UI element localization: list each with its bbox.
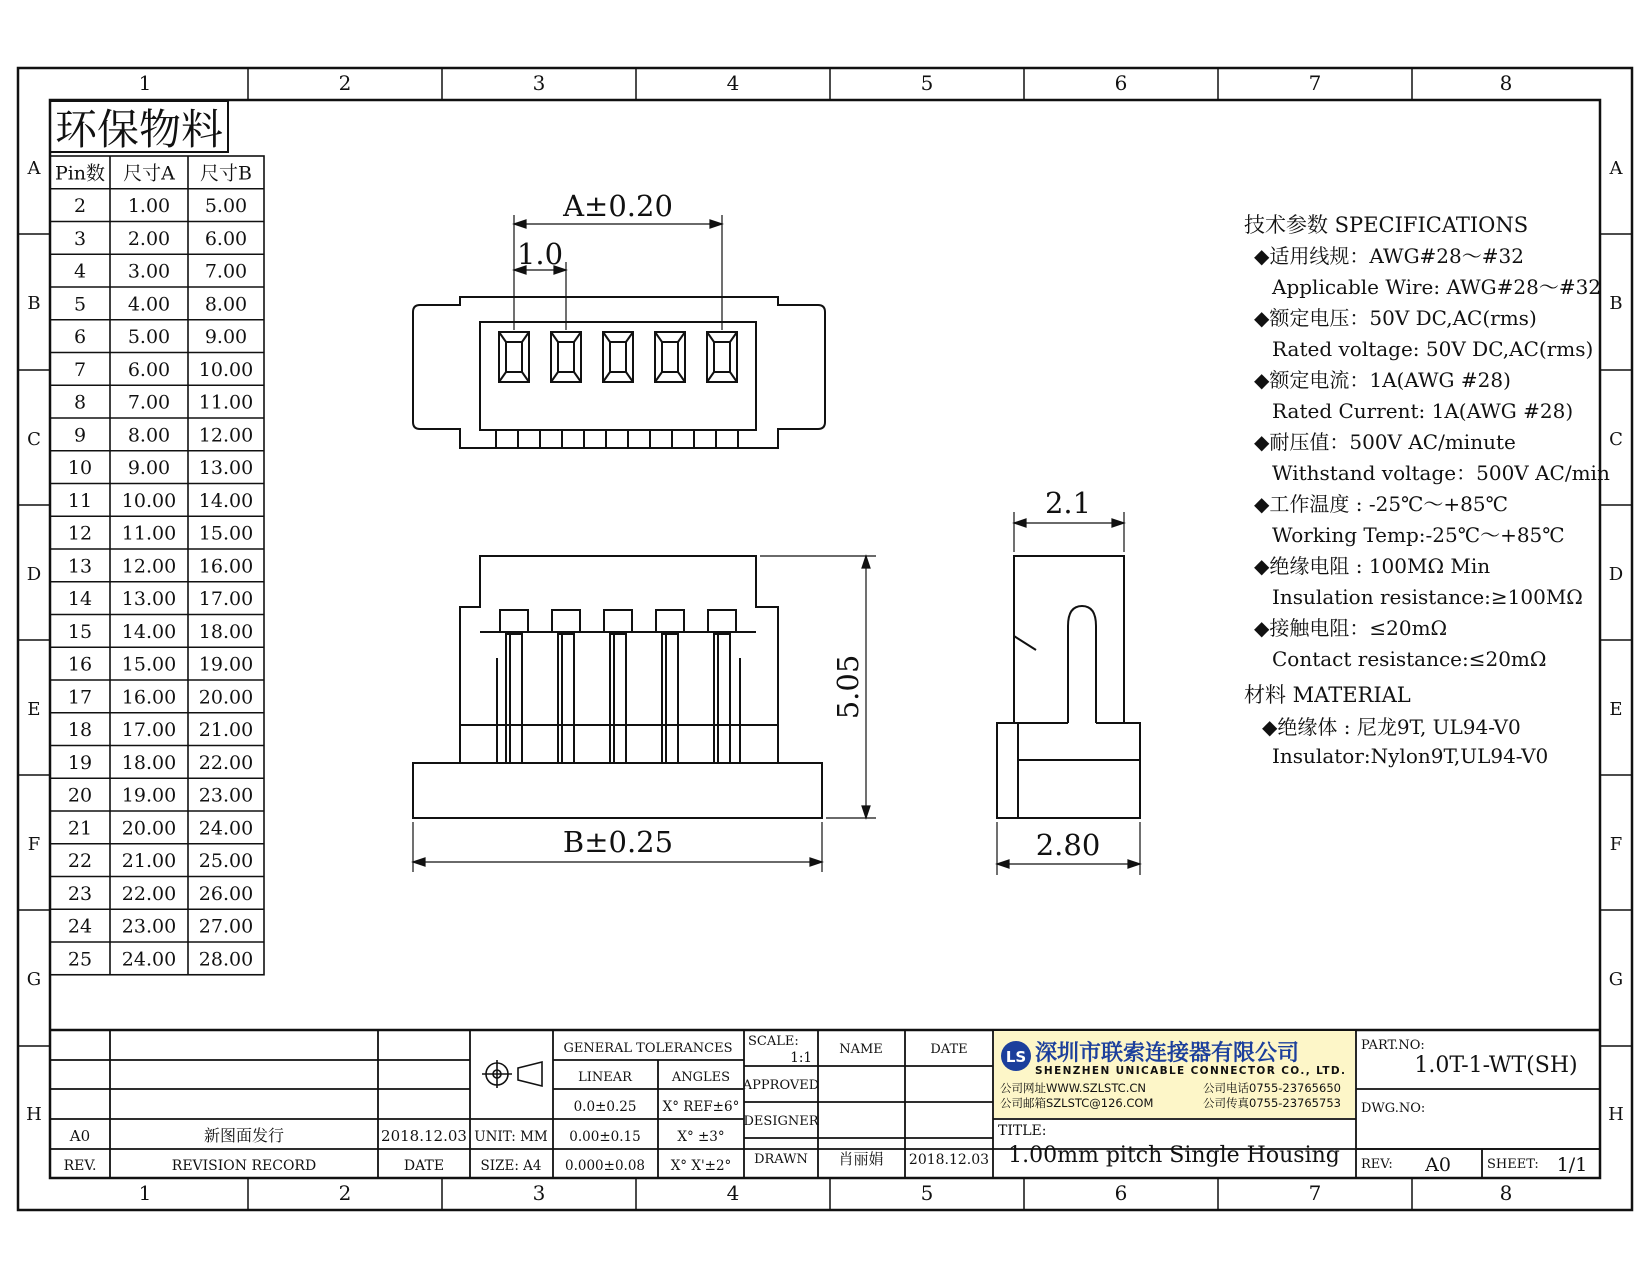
tol-linear-2: 0.00±0.15 [569,1129,641,1145]
table-cell: 12 [67,522,93,545]
projection-symbol-icon [482,1060,542,1088]
frame-row-letter: E [1609,699,1623,720]
table-cell: 8 [73,391,87,414]
side-latch [1068,606,1096,723]
table-cell: 16 [67,653,93,676]
contact-slot-inner [506,342,522,372]
frame-row-letter: H [1608,1104,1624,1125]
dim-side-width-label: 2.80 [1035,828,1101,862]
table-cell: 10.00 [121,489,177,512]
tol-angle-2: X° ±3° [677,1129,725,1145]
spec-line-en: Rated voltage: 50V DC,AC(rms) [1272,337,1594,361]
approved-label: APPROVED [742,1078,820,1093]
designer-label: DESIGNER [743,1114,819,1129]
spec-line-en: Rated Current: 1A(AWG #28) [1272,399,1574,423]
frame-row-letter: F [27,834,41,855]
side-view [997,556,1140,818]
table-cell: 23.00 [121,915,177,938]
table-cell: 15 [67,620,93,643]
frame-col-number: 2 [338,1181,352,1205]
dwg-no-label: DWG.NO: [1361,1101,1426,1116]
tol-angle-3: X° X'±2° [670,1158,732,1174]
dim-pitch-label: 1.0 [516,237,564,271]
frame-col-number: 7 [1308,1181,1322,1205]
table-cell: 7.00 [127,391,171,414]
table-cell: 15.00 [121,653,177,676]
pin-table [50,101,264,975]
table-cell: 14.00 [121,620,177,643]
tol-linear-3: 0.000±0.08 [564,1158,646,1174]
table-cell: 20.00 [121,817,177,840]
revision-date-label: DATE [403,1158,445,1174]
bottom-ribs [496,430,738,448]
dim-height-label: 5.05 [831,654,865,720]
front-view [413,297,825,448]
frame-row-letter: A [27,158,41,179]
drawing-title: 1.00mm pitch Single Housing [1008,1143,1340,1168]
company-fax: 公司传真0755-23765753 [1203,1096,1341,1110]
drawn-label: DRAWN [754,1152,808,1167]
company-logo-text: LS [1005,1048,1027,1066]
table-cell: 14 [67,588,93,611]
material-line-en: Insulator:Nylon9T,UL94-V0 [1272,744,1549,768]
spec-line-cn: ◆耐压值：500V AC/minute [1254,430,1516,454]
frame-row-letter: A [1609,158,1623,179]
table-cell: 19.00 [121,784,177,807]
table-cell: 13.00 [121,588,177,611]
frame-col-number: 6 [1114,1181,1128,1205]
frame-col-number: 1 [138,71,152,95]
table-cell: 7 [73,358,87,381]
table-cell: 19.00 [198,653,254,676]
tol-angle-1: X° REF±6° [662,1099,740,1115]
table-cell: 23 [67,882,93,905]
tol-angles: ANGLES [671,1070,731,1085]
spec-line-cn: ◆适用线规：AWG#28～#32 [1254,244,1524,268]
table-cell: 8.00 [204,293,248,316]
company-name-en: SHENZHEN UNICABLE CONNECTOR CO., LTD. [1035,1065,1345,1077]
table-cell: 18 [67,719,93,742]
housing-cavity [480,322,756,430]
contact-slot-inner [610,342,626,372]
dim-a-label: A±0.20 [563,189,673,223]
frame-col-number: 8 [1499,71,1513,95]
part-no-value: 1.0T-1-WT(SH) [1414,1053,1578,1078]
table-title: 环保物料 [54,105,224,154]
section-contacts [480,610,756,763]
revision-date-value: 2018.12.03 [381,1127,467,1145]
table-cell: 21.00 [198,719,254,742]
rev-value: A0 [1425,1154,1451,1176]
table-cell: 11.00 [198,391,254,414]
unit-label: UNIT: MM [474,1129,548,1145]
table-cell: 8.00 [127,424,171,447]
table-cell: 1.00 [127,195,171,218]
table-cell: 26.00 [198,882,254,905]
table-cell: 22.00 [121,882,177,905]
frame-col-number: 3 [532,1181,546,1205]
table-cell: 22.00 [198,751,254,774]
spec-line-cn: ◆额定电流：1A(AWG #28) [1254,368,1511,392]
table-cell: 7.00 [204,260,248,283]
table-cell: 6.00 [127,358,171,381]
tol-linear-1: 0.0±0.25 [573,1099,637,1115]
table-header-cell: 尺寸A [123,162,175,185]
section-outline [413,556,822,818]
table-cell: 28.00 [198,948,254,971]
tol-linear: LINEAR [578,1070,632,1085]
contact-slot-inner [662,342,678,372]
frame-row-letter: C [27,429,41,450]
table-cell: 6 [73,326,87,349]
date-column-label: DATE [930,1042,968,1057]
table-cell: 16.00 [121,686,177,709]
frame-col-number: 5 [920,71,934,95]
spec-lines [1254,244,1610,671]
table-cells [55,162,253,970]
contact-slots [499,332,737,382]
table-cell: 17.00 [198,588,254,611]
specifications-block [1244,213,1610,768]
scale-label: SCALE: [748,1034,799,1049]
company-name-cn: 深圳市联索连接器有限公司 [1035,1041,1300,1066]
frame-row-letter: D [1608,564,1624,585]
company-web: 公司网址WWW.SZLSTC.CN [1000,1081,1147,1095]
name-column-label: NAME [839,1042,883,1057]
frame-col-number: 5 [920,1181,934,1205]
spec-line-cn: ◆额定电压：50V DC,AC(rms) [1254,306,1537,330]
table-cell: 5 [73,293,87,316]
table-cell: 18.00 [198,620,254,643]
table-cell: 5.00 [204,195,248,218]
material-line-cn: ◆绝缘体 : 尼龙9T, UL94-V0 [1262,715,1521,739]
table-cell: 10 [67,457,93,480]
table-cell: 9 [73,424,87,447]
table-cell: 4.00 [127,293,171,316]
table-cell: 12.00 [121,555,177,578]
spec-line-en: Contact resistance:≤20mΩ [1272,647,1547,671]
contact-slot-inner [714,342,730,372]
table-cell: 24.00 [198,817,254,840]
title-block [50,1030,1600,1178]
table-cell: 14.00 [198,489,254,512]
table-cell: 11.00 [121,522,177,545]
table-cell: 3 [73,227,87,250]
frame-col-number: 2 [338,71,352,95]
spec-line-cn: ◆接触电阻：≤20mΩ [1254,616,1448,640]
spec-line-en: Withstand voltage：500V AC/min [1272,461,1610,485]
frame-row-letter: E [27,699,41,720]
frame-col-number: 4 [726,1181,740,1205]
table-cell: 3.00 [127,260,171,283]
frame-row-letter: G [26,969,42,990]
revision-rev-value: A0 [69,1127,91,1145]
spec-heading: 技术参数 SPECIFICATIONS [1244,213,1529,237]
table-cell: 22 [67,850,93,873]
table-cell: 13.00 [198,457,254,480]
table-cell: 15.00 [198,522,254,545]
frame-row-letter: B [27,293,41,314]
tol-heading: GENERAL TOLERANCES [563,1041,733,1056]
table-cell: 17 [67,686,93,709]
table-cell: 4 [73,260,87,283]
frame-col-number: 3 [532,71,546,95]
table-cell: 12.00 [198,424,254,447]
table-cell: 21.00 [121,850,177,873]
table-cell: 19 [67,751,93,774]
size-label: SIZE: A4 [480,1158,542,1174]
table-cell: 10.00 [198,358,254,381]
spec-line-en: Applicable Wire: AWG#28～#32 [1272,275,1602,299]
table-cell: 23.00 [198,784,254,807]
dim-side-top-label: 2.1 [1044,486,1092,520]
table-cell: 13 [67,555,93,578]
frame-row-letter: D [26,564,42,585]
table-cell: 27.00 [198,915,254,938]
sheet-value: 1/1 [1556,1154,1588,1176]
table-cell: 6.00 [204,227,248,250]
sheet-label: SHEET: [1487,1157,1539,1172]
frame-row-letter: F [1609,834,1623,855]
drawn-name: 肖丽娟 [838,1150,884,1168]
table-cell: 9.00 [127,457,171,480]
spec-line-en: Working Temp:-25℃～+85℃ [1272,523,1565,547]
table-header-cell: Pin数 [54,162,106,185]
dimension-a [514,215,722,330]
section-view [413,556,822,818]
spec-line-cn: ◆绝缘电阻 : 100MΩ Min [1254,554,1491,578]
company-mail: 公司邮箱SZLSTC@126.COM [1000,1096,1154,1110]
table-cell: 2 [73,195,87,218]
frame-row-letter: G [1608,969,1624,990]
scale-value: 1:1 [790,1050,812,1066]
table-header-cell: 尺寸B [200,162,252,185]
table-cell: 16.00 [198,555,254,578]
table-cell: 20.00 [198,686,254,709]
material-heading: 材料 MATERIAL [1244,683,1411,707]
table-cell: 21 [67,817,93,840]
frame-col-number: 4 [726,71,740,95]
rev-label: REV: [1361,1157,1393,1172]
table-cell: 24 [67,915,93,938]
spec-line-cn: ◆工作温度 : -25℃～+85℃ [1254,492,1508,516]
company-phone: 公司电话0755-23765650 [1203,1081,1341,1095]
revision-record-label: REVISION RECORD [171,1158,317,1174]
table-cell: 25 [67,948,93,971]
revision-record-value: 新图面发行 [203,1126,285,1145]
frame-col-number: 6 [1114,71,1128,95]
revision-rev-label: REV. [63,1158,97,1174]
table-cell: 9.00 [204,326,248,349]
table-cell: 25.00 [198,850,254,873]
table-cell: 11 [67,489,93,512]
frame-row-letter: H [26,1104,42,1125]
frame-row-letter: C [1609,429,1623,450]
frame-col-number: 8 [1499,1181,1513,1205]
frame-col-number: 7 [1308,71,1322,95]
title-label: TITLE: [998,1123,1047,1139]
frame-col-number: 1 [138,1181,152,1205]
dim-b-label: B±0.25 [562,825,674,859]
contact-slot-inner [558,342,574,372]
table-cell: 2.00 [127,227,171,250]
table-cell: 17.00 [121,719,177,742]
table-cell: 24.00 [121,948,177,971]
table-cell: 5.00 [127,326,171,349]
frame-row-letter: B [1609,293,1623,314]
drawn-date: 2018.12.03 [908,1152,990,1168]
part-no-label: PART.NO: [1361,1038,1425,1053]
table-cell: 20 [67,784,93,807]
table-cell: 18.00 [121,751,177,774]
spec-line-en: Insulation resistance:≥100MΩ [1272,585,1583,609]
